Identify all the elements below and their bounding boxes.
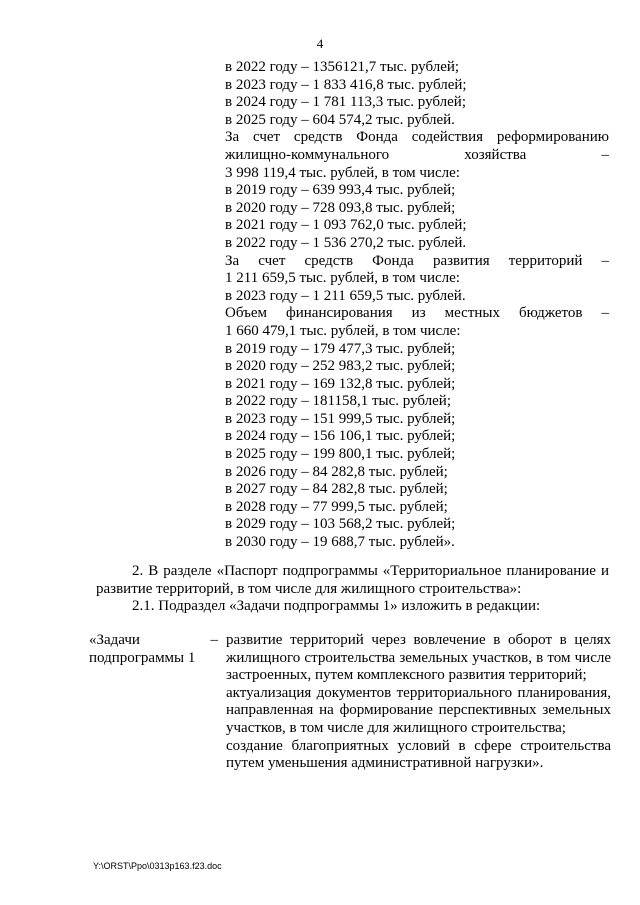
fund-reform-heading-2: жилищно-коммунального хозяйства – [225, 146, 609, 163]
section-2 [96, 563, 609, 616]
financing-line: в 2023 году – 1 211 659,5 тыс. рублей. [225, 287, 466, 304]
financing-line: в 2022 году – 1 536 270,2 тыс. рублей. [225, 234, 467, 251]
task-item: создание благоприятных условий в сфере строительства путем уменьшения административной нагрузки». [226, 737, 611, 772]
fund-territory-total: 1 211 659,5 тыс. рублей, в том числе: [225, 270, 460, 287]
financing-line: в 2022 году – 181158,1 тыс. рублей; [225, 393, 451, 410]
task-item: актуализация документов территориального планирования, направленная на формирование перспективных земельных участков, в том числе для жилищного строительства; [226, 684, 611, 736]
footer-file-path: Y:\ORST\Ppo\0313p163.f23.doc [93, 861, 222, 871]
tasks-label-line-2: подпрограммы 1 [89, 649, 196, 666]
local-budget-total: 1 660 479,1 тыс. рублей, в том числе: [225, 322, 461, 339]
page-number: 4 [316, 36, 324, 51]
tasks-label-cell [89, 632, 222, 773]
financing-line: в 2023 году – 1 833 416,8 тыс. рублей; [225, 76, 467, 93]
tasks-table [89, 632, 611, 773]
financing-line: в 2021 году – 169 132,8 тыс. рублей; [225, 375, 456, 392]
fund-territory-heading: За счет средств Фонда развития территорий – [225, 252, 609, 269]
financing-line: в 2025 году – 604 574,2 тыс. рублей. [225, 111, 455, 128]
local-budget-heading: Объем финансирования из местных бюджетов – [225, 305, 609, 322]
section-2-paragraph: 2. В разделе «Паспорт подпрограммы «Территориальное планирование и развитие территорий, в том числе для жилищного строительства»: [96, 563, 609, 597]
financing-line: в 2020 году – 252 983,2 тыс. рублей; [225, 358, 456, 375]
financing-line: в 2028 году – 77 999,5 тыс. рублей; [225, 498, 448, 515]
financing-line: в 2023 году – 151 999,5 тыс. рублей; [225, 410, 456, 427]
financing-line: в 2027 году – 84 282,8 тыс. рублей; [225, 481, 448, 498]
financing-line: в 2029 году – 103 568,2 тыс. рублей; [225, 516, 456, 533]
subsection-2-1: 2.1. Подраздел «Задачи подпрограммы 1» изложить в редакции: [132, 598, 541, 615]
financing-block [225, 59, 609, 552]
tasks-content-cell [226, 632, 611, 773]
financing-line: в 2024 году – 156 106,1 тыс. рублей; [225, 428, 456, 445]
financing-line: в 2024 году – 1 781 113,3 тыс. рублей; [225, 94, 466, 111]
tasks-dash: – [210, 632, 218, 648]
financing-line: в 2020 году – 728 093,8 тыс. рублей; [225, 199, 456, 216]
tasks-label-line-1: «Задачи [89, 632, 140, 648]
financing-line: в 2030 году – 19 688,7 тыс. рублей». [225, 534, 455, 551]
task-item: развитие территорий через вовлечение в оборот в целях жилищного строительства земельных участков, в том числе застроенных, путем комплексного развития территорий; [226, 632, 611, 684]
financing-line: в 2026 году – 84 282,8 тыс. рублей; [225, 463, 448, 480]
fund-reform-heading: За счет средств Фонда содействия реформированию [225, 129, 609, 146]
financing-line: в 2019 году – 179 477,3 тыс. рублей; [225, 340, 456, 357]
financing-line: в 2022 году – 1356121,7 тыс. рублей; [225, 59, 460, 75]
financing-line: в 2019 году – 639 993,4 тыс. рублей; [225, 182, 456, 199]
financing-line: в 2021 году – 1 093 762,0 тыс. рублей; [225, 217, 467, 234]
fund-reform-total: 3 998 119,4 тыс. рублей, в том числе: [225, 164, 460, 181]
financing-line: в 2025 году – 199 800,1 тыс. рублей; [225, 446, 456, 463]
